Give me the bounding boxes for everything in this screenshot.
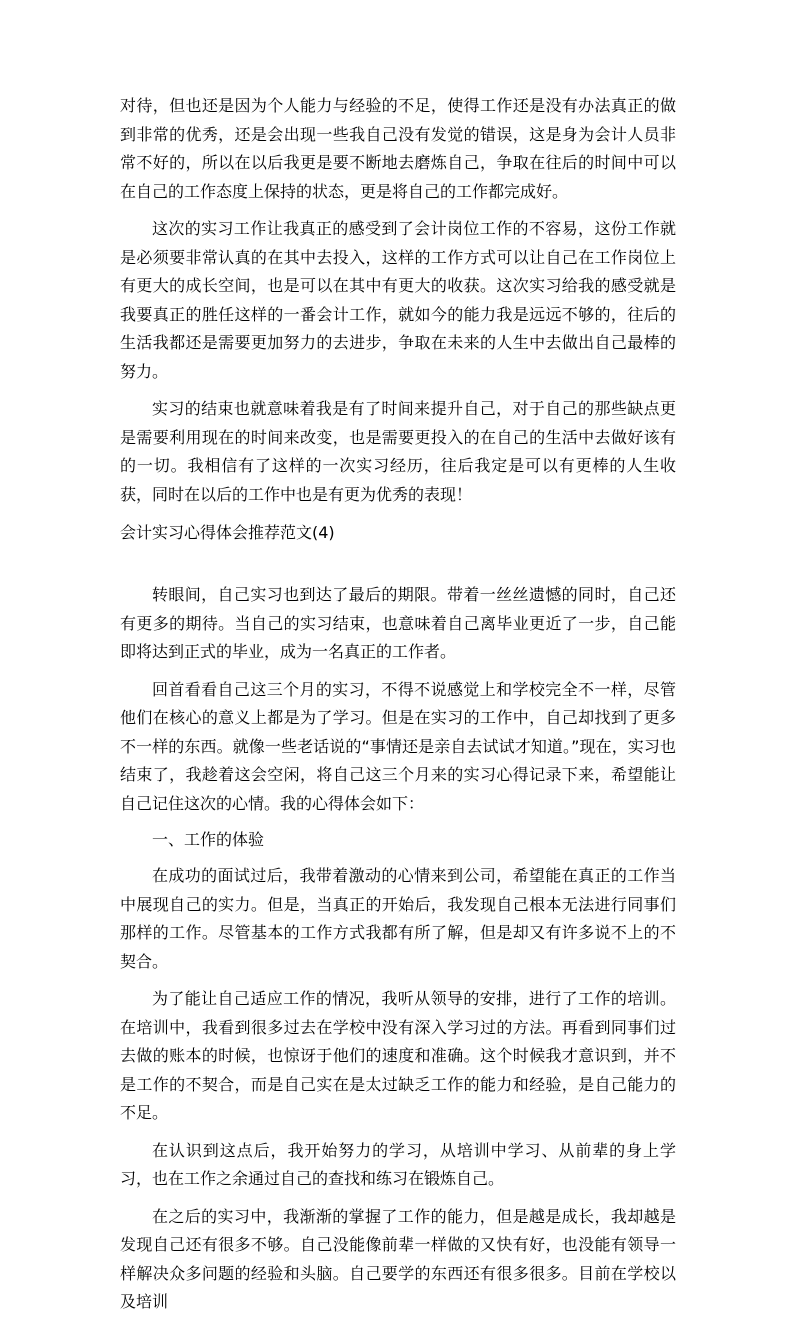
body-paragraph: 对待，但也还是因为个人能力与经验的不足，使得工作还是没有办法真正的做到非常的优秀，还是会出现一些我自己没有发觉的错误，这是身为会计人员非常不好的，所以在以后我更是要不断地去磨炼自己，争取在往后的时间中可以在自己的工作态度上保持的状态，更是将自己的工作都完成好。 [120,96,676,201]
body-paragraph: 回首看看自己这三个月的实习，不得不说感觉上和学校完全不一样，尽管他们在核心的意义上都是为了学习。但是在实习的工作中，自己却找到了更多不一样的东西。就像一些老话说的“事情还是亲自去试试才知道。”现在，实习也结束了，我趁着这会空闲，将自己这三个月来的实习心得记录下来，希望能让自己记住这次的心情。我的心得体会如下： [120,679,676,813]
section-title: 会计实习心得体会推荐范文(4) [120,523,335,542]
body-paragraph: 在之后的实习中，我渐渐的掌握了工作的能力，但是越是成长，我却越是发现自己还有很多不够。自己没能像前辈一样做的又快有好，也没能有领导一样解决众多问题的经验和头脑。自己要学的东西还有很多很多。目前在学校以及培训 [120,1206,676,1311]
document-page [120,92,676,1317]
blank-space [120,547,676,581]
body-paragraph: 转眼间，自己实习也到达了最后的期限。带着一丝丝遗憾的同时，自己还有更多的期待。当自己的实习结束，也意味着自己离毕业更近了一步，自己能即将达到正式的毕业，成为一名真正的工作者。 [120,585,676,661]
body-paragraph: 为了能让自己适应工作的情况，我听从领导的安排，进行了工作的培训。在培训中，我看到很多过去在学校中没有深入学习过的方法。再看到同事们过去做的账本的时候，也惊讶于他们的速度和准确。这个时候我才意识到，并不是工作的不契合，而是自己实在是太过缺乏工作的能力和经验，是自己能力的不足。 [120,989,676,1122]
body-paragraph: 实习的结束也就意味着我是有了时间来提升自己，对于自己的那些缺点更是需要利用现在的时间来改变，也是需要更投入的在自己的生活中去做好该有的一切。我相信有了这样的一次实习经历，往后我定是可以有更棒的人生收获，同时在以后的工作中也是有更为优秀的表现！ [120,399,676,504]
subheading: 一、工作的体验 [152,830,265,849]
body-paragraph: 在成功的面试过后，我带着激动的心情来到公司，希望能在真正的工作当中展现自己的实力。但是，当真正的开始后，我发现自己根本无法进行同事们那样的工作。尽管基本的工作方式我都有所了解，但是却又有许多说不上的不契合。 [120,866,676,971]
body-paragraph: 在认识到这点后，我开始努力的学习，从培训中学习、从前辈的身上学习，也在工作之余通过自己的查找和练习在锻炼自己。 [120,1140,676,1188]
body-paragraph: 这次的实习工作让我真正的感受到了会计岗位工作的不容易，这份工作就是必须要非常认真的在其中去投入，这样的工作方式可以让自己在工作岗位上有更大的成长空间，也是可以在其中有更大的收获。这次实习给我的感受就是我要真正的胜任这样的一番会计工作，就如今的能力我是远远不够的，往后的生活我都还是需要更加努力的去进步，争取在未来的人生中去做出自己最棒的努力。 [120,219,676,381]
